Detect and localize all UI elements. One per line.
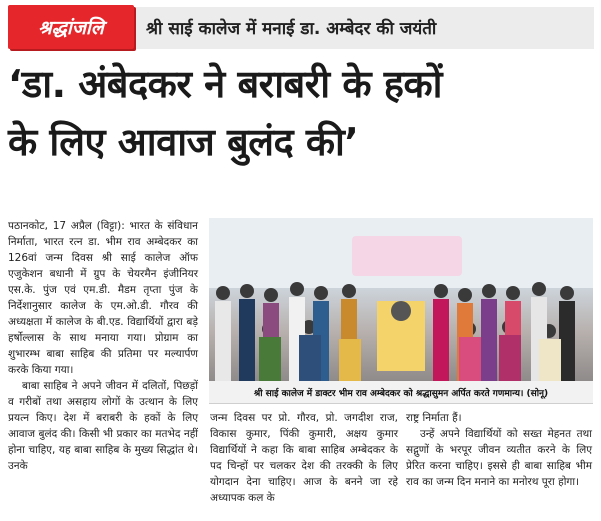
news-photo: [209, 218, 593, 381]
headline-line-2: के लिए आवाज बुलंद की’: [8, 120, 359, 164]
photo-backdrop-decoration: [352, 236, 462, 276]
photo-caption: श्री साई कालेज में डाक्टर भीम राव अम्बेदकर को श्रद्धासुमन अर्पित करते गणमान्य। (सोनू): [209, 381, 593, 404]
headline-line-1: ‘डा. अंबेदकर ने बराबरी के हकों: [8, 62, 442, 106]
article-paragraph: जन्म दिवस पर प्रो. गौरव, प्रो. जगदीश राज, विकास कुमार, पिंकी कुमारी, अक्षय कुमार विद्यार्थियों ने कहा कि बाबा साहिब अम्बेदकर के पद चिन्हों पर चलकर देश की तरक्की के लिए योगदान देना चाहिए। आज के बनने जा रहे अध्यापक कल के: [210, 412, 398, 504]
article-paragraph: बाबा साहिब ने अपने जीवन में दलितों, पिछड़ों व गरीबों तथा असहाय लोगों के उत्थान के लिए प्रयत्न किए। देश में बराबरी के हकों के लिए आवाज बुलंद की। किसी भी प्रकार का मतभेद नहीं होना चाहिए, यह बाबा साहिब के मुख्य सिद्धांत थे। उनके: [8, 380, 198, 472]
article-column-3: [406, 410, 592, 490]
photo-crowd: [209, 271, 593, 381]
article-paragraph: उन्हें अपने विद्यार्थियों को सख्त मेहनत तथा सद्गुणों के भरपूर जीवन व्यतीत करने के लिए प्रेरित करना चाहिए। इससे ही बाबा साहिब भीम राव का जन्म दिन मनाने का मनोरथ पूरा होगा।: [406, 428, 592, 488]
section-tag: श्रद्धांजलि: [8, 5, 134, 49]
article-paragraph: पठानकोट, 17 अप्रैल (विट्टा): भारत के संविधान निर्माता, भारत रत्न डा. भीम राव अम्बेदकर का 126वां जन्म दिवस श्री साई कालेज ऑफ एजुकेशन बधानी में ग्रुप के चेयरमैन इंजीनियर एस.के. पुंज एवं एम.डी. मैडम तृप्ता पुंज के निर्देशानुसार कालेज के एम.ओ.डी. गौरव की अध्यक्षता में कालेज के बी.एड. विद्यार्थियों द्वारा बड़े हर्षोल्लास के साथ मनाया गया। प्रोग्राम का शुभारम्भ बाबा साहिब की प्रतिमा पर मल्यार्पण करके किया गया।: [8, 220, 198, 376]
kicker-subtitle: श्री साई कालेज में मनाई डा. अम्बेदर की जयंती: [146, 18, 437, 39]
article-column-1: [8, 218, 198, 474]
article-paragraph: राष्ट्र निर्माता हैं।: [406, 412, 462, 424]
article-column-2: [210, 410, 398, 506]
headline: [8, 55, 596, 171]
